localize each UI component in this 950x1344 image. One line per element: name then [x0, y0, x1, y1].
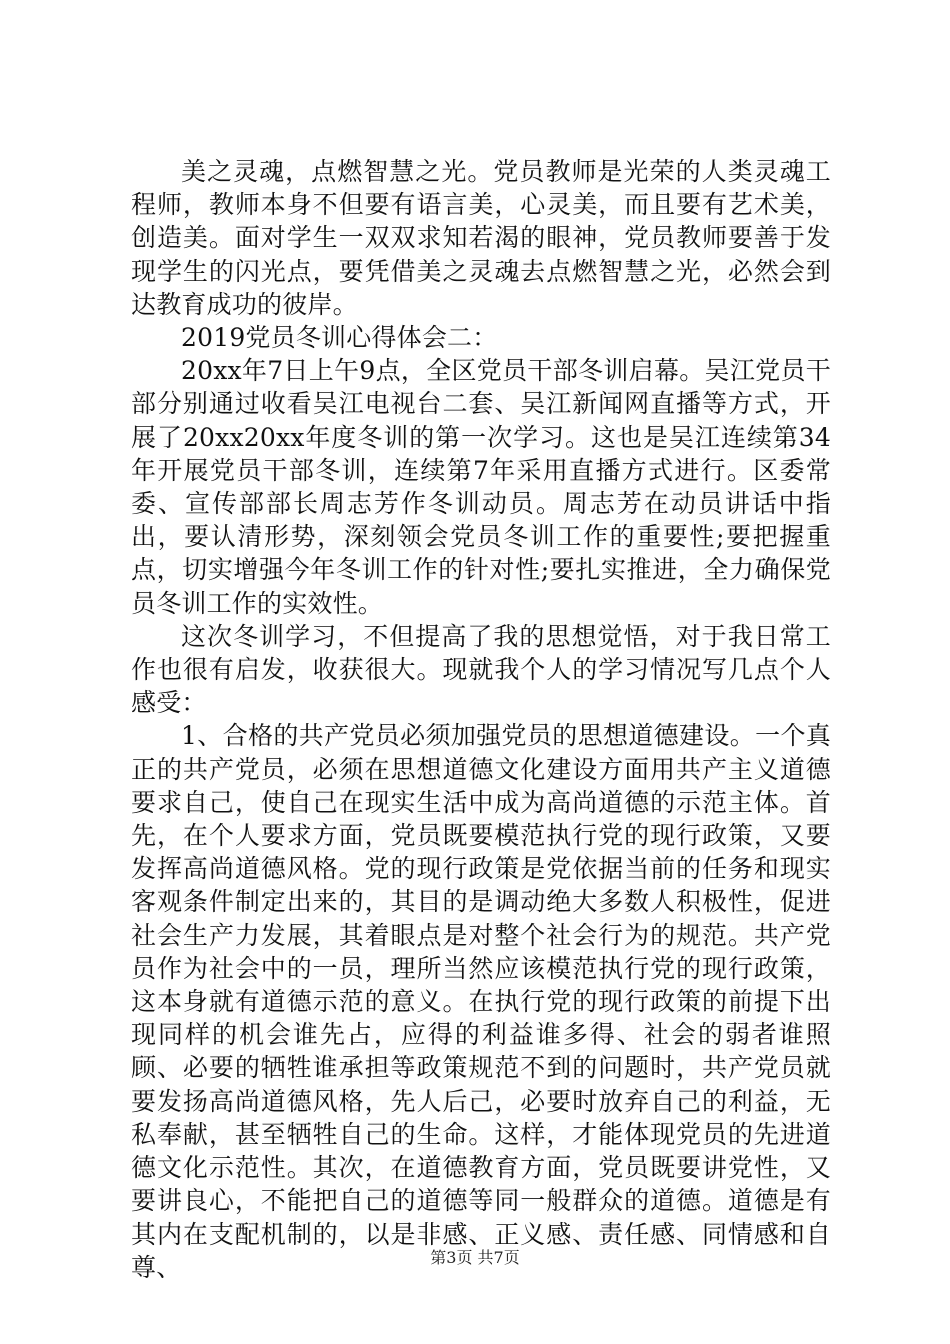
- paragraph-2-heading: 2019党员冬训心得体会二：: [181, 323, 498, 353]
- paragraph-3: 20xx年7日上午9点，全区党员干部冬训启幕。吴江党员干部分别通过收看吴江电视台二套、吴江新闻网直播等方式，开展了20xx20xx年度冬训的第一次学习。这也是吴江连续第34年开展党员干部冬训，连续第7年采用直播方式进行。区委常委、宣传部部长周志芳作冬训动员。周志芳在动员讲话中指出，要认清形势，深刻领会党员冬训工作的重要性;要把握重点，切实增强今年冬训工作的针对性;要扎实推进，全力确保党员冬训工作的实效性。: [131, 356, 831, 618]
- paragraph-5: 1、合格的共产党员必须加强党员的思想道德建设。一个真正的共产党员，必须在思想道德文化建设方面用共产主义道德要求自己，使自己在现实生活中成为高尚道德的示范主体。首先，在个人要求方面，党员既要模范执行党的现行政策，又要发挥高尚道德风格。党的现行政策是党依据当前的任务和现实客观条件制定出来的，其目的是调动绝大多数人积极性，促进社会生产力发展，其着眼点是对整个社会行为的规范。共产党员作为社会中的一员，理所当然应该模范执行党的现行政策，这本身就有道德示范的意义。在执行党的现行政策的前提下出现同样的机会谁先占，应得的利益谁多得、社会的弱者谁照顾、必要的牺牲谁承担等政策规范不到的问题时，共产党员就要发扬高尚道德风格，先人后己，必要时放弃自己的利益，无私奉献，甚至牺牲自己的生命。这样，才能体现党员的先进道德文化示范性。其次，在道德教育方面，党员既要讲党性，又要讲良心，不能把自己的道德等同一般群众的道德。道德是有其内在支配机制的，以是非感、正义感、责任感、同情感和自尊、: [131, 721, 831, 1282]
- paragraph-1: 美之灵魂，点燃智慧之光。党员教师是光荣的人类灵魂工程师，教师本身不但要有语言美，心灵美，而且要有艺术美，创造美。面对学生一双双求知若渴的眼神，党员教师要善于发现学生的闪光点，要凭借美之灵魂去点燃智慧之光，必然会到达教育成功的彼岸。: [131, 157, 831, 319]
- paragraph-4: 这次冬训学习，不但提高了我的思想觉悟，对于我日常工作也很有启发，收获很大。现就我个人的学习情况写几点个人感受：: [131, 621, 831, 718]
- page-body: [131, 155, 831, 1284]
- page-number-footer: 第3页 共7页: [430, 1248, 520, 1267]
